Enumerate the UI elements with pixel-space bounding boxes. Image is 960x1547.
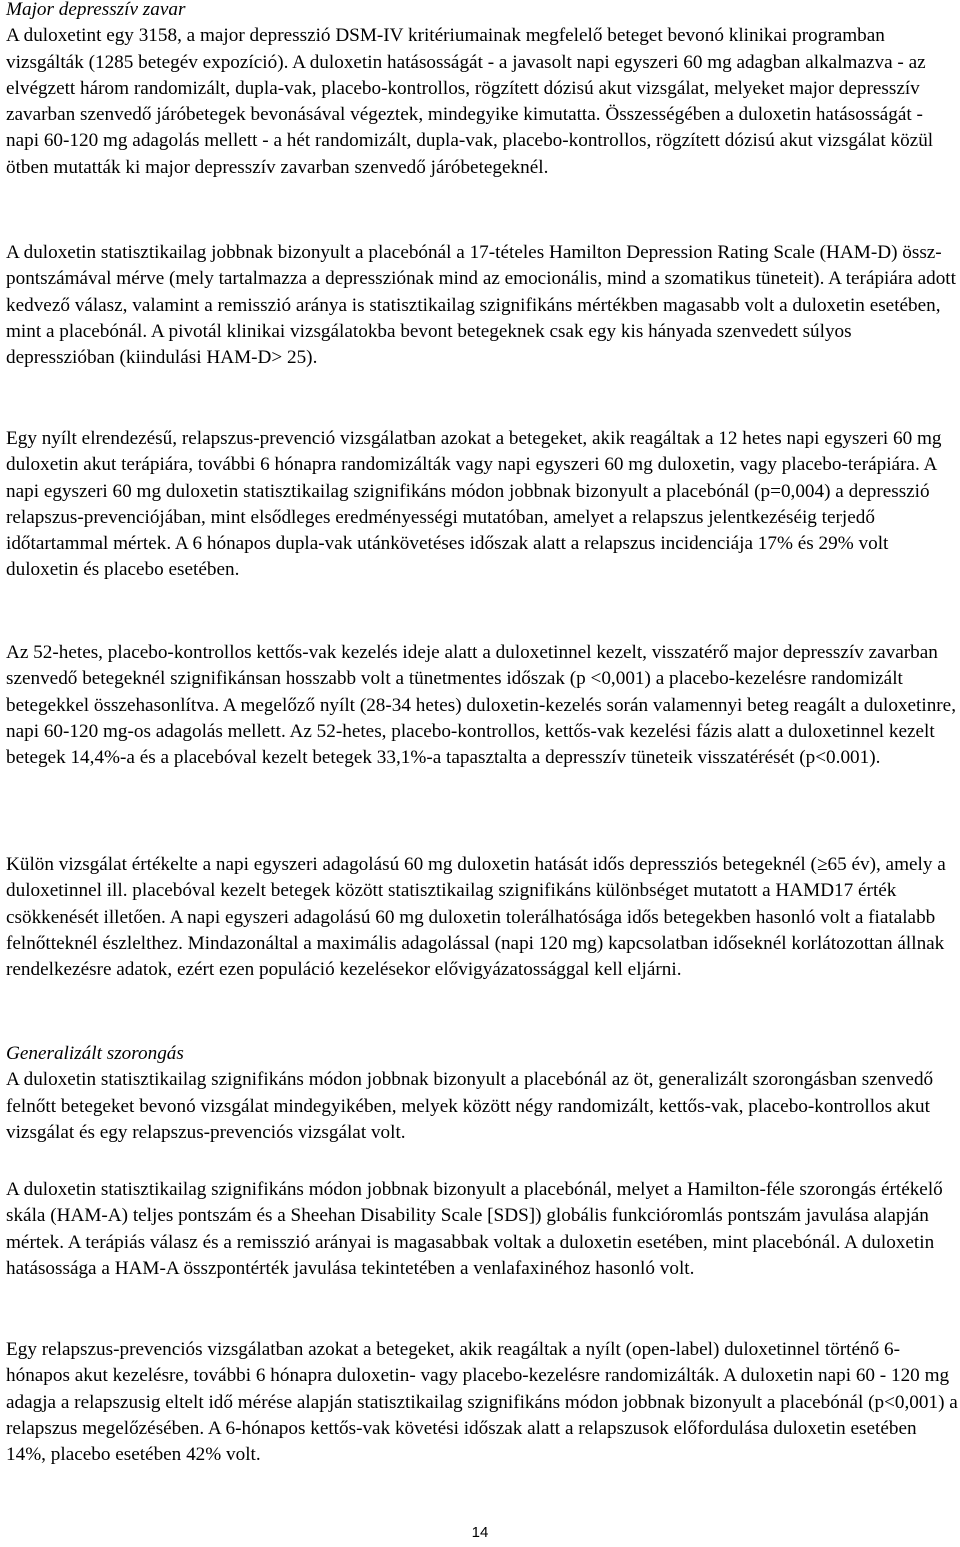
- generalized-anxiety-paragraph-1-text: A duloxetin statisztikailag szignifikáns módon jobbnak bizonyult a placebónál az öt, generalizált szorongásban szenvedő felnőtt betegeket bevonó vizsgálat mindegyikében, melyek között négy randomizált, kettős-vak, placebo-kontrollos akut vizsgálat és egy relapszus-prevenciós vizsgálat volt.: [6, 1069, 934, 1143]
- generalized-anxiety-heading: Generalizált szorongás: [6, 1043, 184, 1064]
- major-depression-heading: Major depresszív zavar: [6, 0, 186, 20]
- major-depression-paragraph-3: Egy nyílt elrendezésű, relapszus-prevenció vizsgálatban azokat a betegeket, akik reagáltak a 12 hetes napi egyszeri 60 mg duloxetin akut terápiára, további 6 hónapra randomizálták vagy napi egyszeri 60 mg duloxetin, vagy placebo-terápiára. A napi egyszeri 60 mg duloxetin statisztikailag szignifikáns módon jobbnak bizonyult a placebónál (p=0,004) a depresszió relapszus-prevenciójában, mint elsődleges eredményességi mutatóban, amelyet a relapszus jelentkezéséig terjedő időtartammal mértek. A 6 hónapos dupla-vak utánkövetéses időszak alatt a relapszus incidenciája 17% és 29% volt duloxetin és placebo esetében.: [6, 428, 942, 581]
- major-depression-paragraph-2: A duloxetin statisztikailag jobbnak bizonyult a placebónál a 17-tételes Hamilton Depression Rating Scale (HAM-D) össz-pontszámával mérve (mely tartalmazza a depressziónak mind az emocionális, mind a szomatikus tüneteit). A terápiára adott kedvező válasz, valamint a remisszió aránya is statisztikailag szignifikáns mértékben magasabb volt a duloxetin esetében, mint a placebónál. A pivotál klinikai vizsgálatokba bevont betegeknek csak egy kis hányada szenvedett súlyos depresszióban (kiindulási HAM-D> 25).: [6, 242, 956, 369]
- major-depression-section-paragraph-1: [6, 0, 958, 181]
- generalized-anxiety-paragraph-2: A duloxetin statisztikailag szignifikáns módon jobbnak bizonyult a placebónál, melyet a Hamilton-féle szorongás értékelő skála (HAM-A) teljes pontszám és a Sheehan Disability Scale [SDS]) globális funkcióromlás pontszám javulása alapján mértek. A terápiás válasz és a remisszió arányai is magasabbak voltak a duloxetin esetében, mint placebónál. A duloxetin hatásossága a HAM-A összpontérték javulása tekintetében a venlafaxinéhoz hasonló volt.: [6, 1179, 943, 1279]
- major-depression-paragraph-5: Külön vizsgálat értékelte a napi egyszeri adagolású 60 mg duloxetin hatását idős depressziós betegeknél (≥65 év), amely a duloxetinnel ill. placebóval kezelt betegek között statisztikailag szignifikáns különbséget mutatott a HAMD17 érték csökkenését illetően. A napi egyszeri adagolású 60 mg duloxetin tolerálhatósága idős betegekben hasonló volt a fiatalabb felnőtteknél észlelthez. Mindazonáltal a maximális adagolással (napi 120 mg) kapcsolatban időseknél korlátozottan állnak rendelkezésre adatok, ezért ezen populáció kezelésekor elővigyázatossággal kell eljárni.: [6, 854, 946, 981]
- generalized-anxiety-section-paragraph-1: [6, 1041, 958, 1146]
- generalized-anxiety-paragraph-3: Egy relapszus-prevenciós vizsgálatban azokat a betegeket, akik reagáltak a nyílt (open-label) duloxetinnel történő 6-hónapos akut kezelésre, további 6 hónapra duloxetin- vagy placebo-kezelésre randomizálták. A duloxetin napi 60 - 120 mg adagja a relapszusig eltelt idő mérése alapján statisztikailag szignifikáns módon jobbnak bizonyult a placebónál (p<0,001) a relapszus megelőzésében. A 6-hónapos kettős-vak követési időszak alatt a relapszusok előfordulása duloxetin esetében 14%, placebo esetében 42% volt.: [6, 1339, 958, 1466]
- page-number: 14: [471, 1524, 489, 1541]
- major-depression-paragraph-4: Az 52-hetes, placebo-kontrollos kettős-vak kezelés ideje alatt a duloxetinnel kezelt, visszatérő major depresszív zavarban szenvedő betegeknél szignifikánsan hosszabb volt a tünetmentes időszak (p <0,001) a placebo-kezelésre randomizált betegekkel összehasonlítva. A megelőző nyílt (28-34 hetes) duloxetin-kezelés során valamennyi beteg reagált a duloxetinre, napi 60-120 mg-os adagolás mellett. Az 52-hetes, placebo-kontrollos, kettős-vak kezelési fázis alatt a duloxetinnel kezelt betegek 14,4%-a és a placebóval kezelt betegek 33,1%-a tapasztalta a depresszív tüneteik visszatérését (p<0.001).: [6, 642, 956, 769]
- major-depression-paragraph-1-text: A duloxetint egy 3158, a major depresszió DSM-IV kritériumainak megfelelő beteget bevonó klinikai programban vizsgálták (1285 betegév expozíció). A duloxetin hatásosságát - a javasolt napi egyszeri 60 mg adagban alkalmazva - az elvégzett három randomizált, dupla-vak, placebo-kontrollos, rögzített dózisú akut vizsgálat, melyeket major depresszív zavarban szenvedő járóbetegek bevonásával végeztek, mindegyike kimutatta. Összességében a duloxetin hatásosságát - napi 60-120 mg adagolás mellett - a hét randomizált, dupla-vak, placebo-kontrollos, rögzített dózisú akut vizsgálat közül ötben mutatták ki major depresszív zavarban szenvedő járóbetegeknél.: [6, 25, 934, 178]
